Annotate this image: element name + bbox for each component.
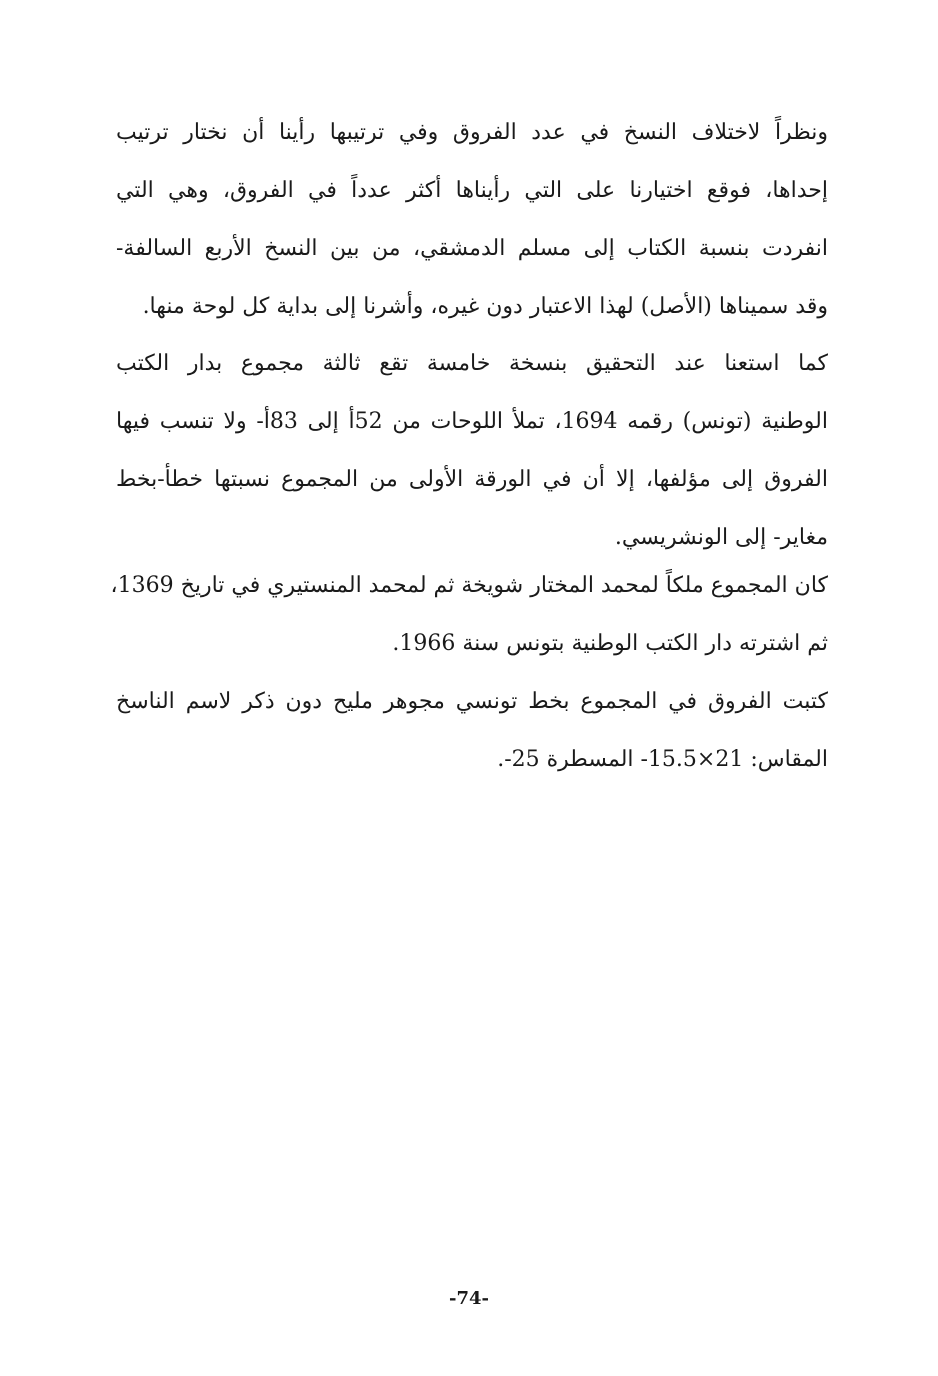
paragraph-ownership: [110, 557, 828, 673]
text-line: وقد سميناها (الأصل) لهذا الاعتبار دون غيره، وأشرنا إلى بداية كل لوحة منها.: [142, 294, 828, 319]
text-line: كان المجموع ملكاً لمحمد المختار شويخة ثم لمحمد المنستيري في تاريخ 1369،: [110, 573, 828, 598]
text-line: مغاير- إلى الونشريسي.: [614, 525, 828, 550]
paragraph-fifth-copy: [116, 335, 828, 567]
text-line: إحداها، فوقع اختيارنا على التي رأيناها أكثر عدداً في الفروق، وهي التي: [116, 178, 828, 203]
paragraph-manuscript-choice: [116, 104, 828, 336]
text-line: الوطنية (تونس) رقمه 1694، تملأ اللوحات من 52أ إلى 83أ- ولا تنسب فيها: [116, 409, 828, 434]
text-line: ونظراً لاختلاف النسخ في عدد الفروق وفي ترتيبها رأينا أن نختار ترتيب: [116, 120, 828, 145]
text-line: كتبت الفروق في المجموع بخط تونسي مجوهر مليح دون ذكر لاسم الناسخ: [116, 689, 828, 714]
text-line: ثم اشترته دار الكتب الوطنية بتونس سنة 1966.: [392, 631, 828, 656]
page-number: -74-: [449, 1288, 489, 1309]
text-line: المقاس: 21×15.5- المسطرة 25-.: [497, 747, 828, 772]
text-line: كما استعنا عند التحقيق بنسخة خامسة تقع ثالثة مجموع بدار الكتب: [116, 351, 828, 376]
text-line: الفروق إلى مؤلفها، إلا أن في الورقة الأولى من المجموع نسبتها خطأ-بخط: [116, 467, 828, 492]
paragraph-script-description: [116, 673, 828, 789]
text-line: انفردت بنسبة الكتاب إلى مسلم الدمشقي، من بين النسخ الأربع السالفة-: [116, 236, 828, 261]
